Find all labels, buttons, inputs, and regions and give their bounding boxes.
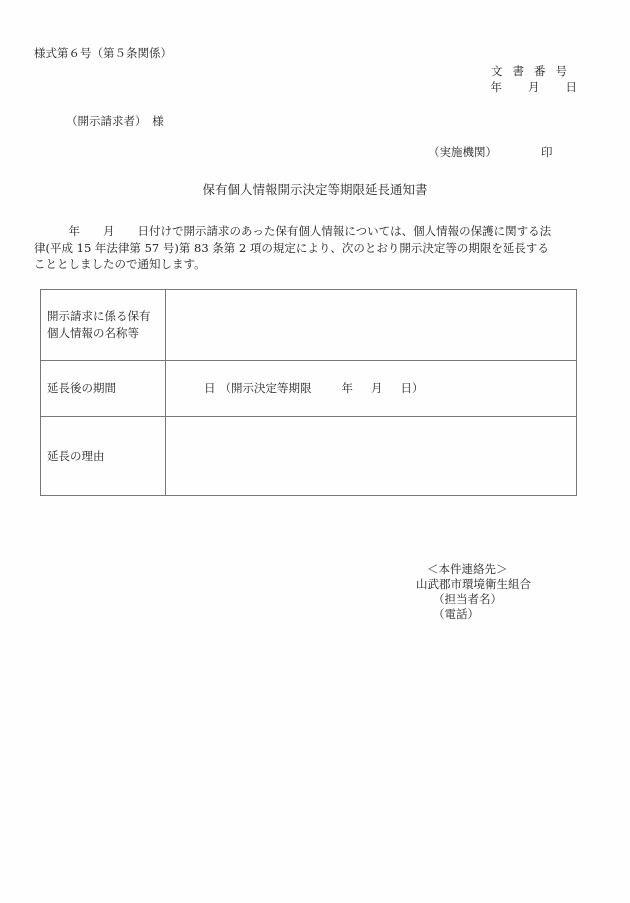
contact-phone: （電話） xyxy=(433,607,479,621)
notice-body xyxy=(34,223,582,273)
contact-heading: ＜本件連絡先＞ xyxy=(427,562,508,576)
period-year: 年 xyxy=(341,381,353,395)
date-day-label: 日 xyxy=(565,80,577,94)
contact-info xyxy=(416,562,531,622)
date-year-label: 年 xyxy=(490,80,502,94)
period-day: 日 xyxy=(204,381,216,395)
implementing-agency: （実施機関） xyxy=(428,145,497,159)
seal-mark: 印 xyxy=(541,145,553,159)
table-row-extension-reason xyxy=(41,417,577,496)
document-title: 保有個人情報開示決定等期限延長通知書 xyxy=(202,182,428,197)
label-document-name xyxy=(41,290,166,361)
label-extension-reason: 延長の理由 xyxy=(41,417,166,496)
period-deadline-label: （開示決定等期限 xyxy=(219,381,312,395)
body-line-3: こととしましたので通知します。 xyxy=(34,257,206,271)
value-extended-period[interactable] xyxy=(166,361,577,417)
extension-details-table xyxy=(40,289,577,496)
issue-date xyxy=(491,80,578,94)
label-document-name-line2: 個人情報の名称等 xyxy=(47,326,139,340)
label-document-name-line1: 開示請求に係る保有 xyxy=(47,309,151,323)
value-document-name[interactable] xyxy=(166,290,577,361)
period-month: 月 xyxy=(371,381,383,395)
table-row-document-name xyxy=(41,290,577,361)
value-extension-reason[interactable] xyxy=(166,417,577,496)
date-month-label: 月 xyxy=(528,80,540,94)
label-extended-period: 延長後の期間 xyxy=(41,361,166,417)
document-number-label: 文書番号 xyxy=(491,64,577,78)
table-row-extended-period xyxy=(41,361,577,417)
requester-addressee: （開示請求者） 様 xyxy=(66,114,164,128)
contact-person: （担当者名） xyxy=(433,592,502,606)
form-number: 様式第６号（第５条関係） xyxy=(34,46,172,60)
body-line-1: 年 月 日付けで開示請求のあった保有個人情報については、個人情報の保護に関する法 xyxy=(34,224,552,238)
period-end: 日） xyxy=(400,381,424,395)
contact-organization: 山武郡市環境衛生組合 xyxy=(416,577,531,591)
body-line-2: 律(平成 15 年法律第 57 号)第 83 条第 2 項の規定により、次のとおり開示決定等の期限を延長する xyxy=(34,240,549,255)
